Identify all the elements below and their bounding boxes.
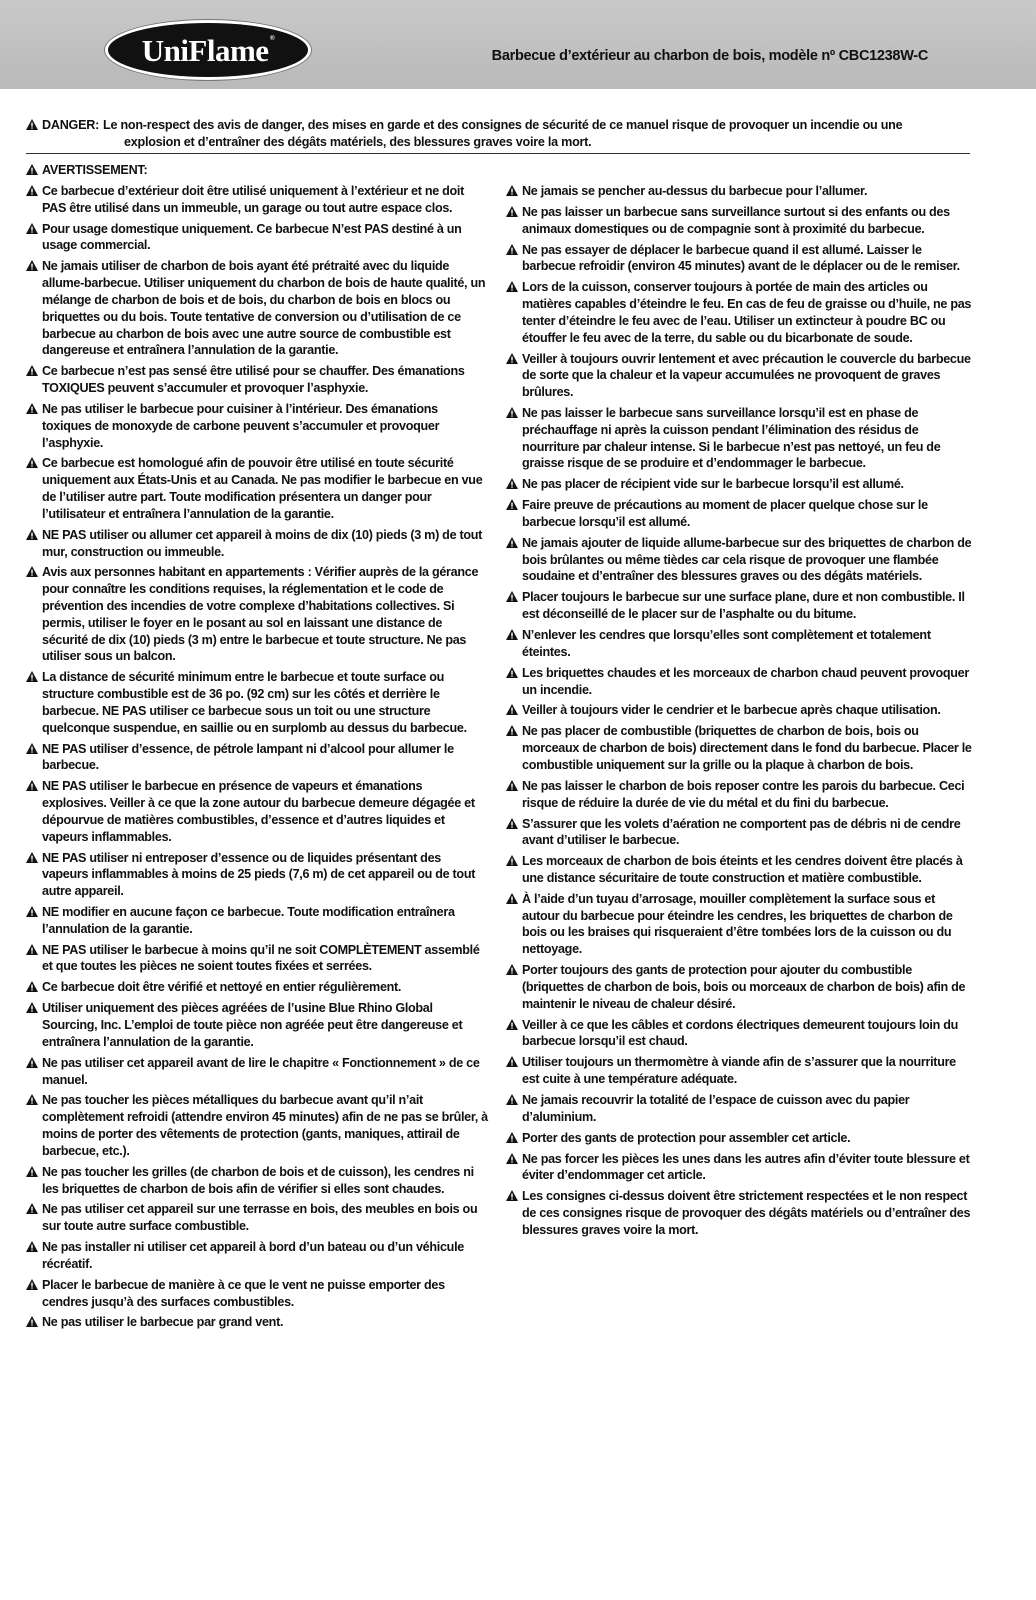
warning-item bbox=[506, 627, 974, 661]
warning-item-text: Les briquettes chaudes et les morceaux de charbon chaud peuvent provoquer un incendie. bbox=[522, 665, 969, 697]
page-header bbox=[0, 0, 1036, 89]
warning-item bbox=[26, 1000, 490, 1050]
warning-triangle-icon bbox=[506, 591, 518, 602]
warning-item bbox=[506, 665, 974, 699]
warning-triangle-icon bbox=[506, 1190, 518, 1201]
warning-item bbox=[26, 1055, 490, 1089]
warning-item bbox=[506, 1054, 974, 1088]
warning-triangle-icon bbox=[26, 260, 38, 271]
danger-label: DANGER: bbox=[42, 118, 100, 132]
warning-triangle-icon bbox=[506, 629, 518, 640]
warning-item-text: Ce barbecue d’extérieur doit être utilisé uniquement à l’extérieur et ne doit PAS être utilisé dans un immeuble, un garage ou tout autre espace clos. bbox=[42, 184, 464, 215]
warning-item-text: Ce barbecue n’est pas sensé être utilisé pour se chauffer. Des émanations TOXIQUES peuvent s’accumuler et provoquer l’asphyxie. bbox=[42, 364, 465, 396]
warning-triangle-icon bbox=[26, 1166, 38, 1177]
warning-item bbox=[506, 853, 974, 887]
warning-item bbox=[26, 1201, 490, 1235]
warning-item-text: Ne pas utiliser cet appareil sur une terrasse en bois, des meubles en bois ou sur toute autre surface combustible. bbox=[42, 1202, 478, 1234]
warning-item bbox=[506, 589, 974, 623]
warning-item-text: Ne pas laisser un barbecue sans surveillance surtout si des enfants ou des animaux domestiques ou de compagnie sont à proximité du barbecue. bbox=[522, 204, 950, 236]
warning-triangle-icon bbox=[26, 164, 38, 175]
warning-triangle-icon bbox=[26, 566, 38, 577]
warning-item bbox=[26, 221, 490, 255]
warning-triangle-icon bbox=[506, 407, 518, 418]
warning-triangle-icon bbox=[26, 1057, 38, 1068]
warning-item-text: Utiliser toujours un thermomètre à viande afin de s’assurer que la nourriture est cuite à une température adéquate. bbox=[522, 1055, 956, 1087]
warning-item bbox=[26, 401, 490, 451]
warning-item-text: Ne pas toucher les pièces métalliques du barbecue avant qu’il n’ait complètement refroidi (attendre environ 45 minutes) afin de ne pas se brûler, à moins de porter des vêtements de protection (gants, maniques, attirail de barbecue, etc.). bbox=[42, 1093, 488, 1158]
warning-item-text: Placer le barbecue de manière à ce que le vent ne puisse emporter des cendres jusqu’à des surfaces combustibles. bbox=[42, 1277, 445, 1309]
warning-item-text: La distance de sécurité minimum entre le barbecue et toute surface ou structure combustible est de 36 po. (92 cm) sur les côtés et derrière le barbecue. NE PAS utiliser ce barbecue sous un toit ou une structure quelconque suspendue, en saillie ou en surplomb au dessus du barbecue. bbox=[42, 670, 467, 735]
warning-item-text: NE PAS utiliser le barbecue en présence de vapeurs et émanations explosives. Veiller à ce que la zone autour du barbecue demeure dégagée et dépourvue de matières combustibles, d’essence et d’autres liquides et vapeurs inflammables. bbox=[42, 779, 475, 844]
warning-triangle-icon bbox=[26, 1203, 38, 1214]
warning-item bbox=[26, 527, 490, 561]
warning-triangle-icon bbox=[506, 704, 518, 715]
warning-triangle-icon bbox=[26, 529, 38, 540]
warning-triangle-icon bbox=[26, 1241, 38, 1252]
warning-triangle-icon bbox=[506, 780, 518, 791]
warning-item bbox=[506, 183, 974, 200]
warning-triangle-icon bbox=[506, 478, 518, 489]
warning-triangle-icon bbox=[506, 855, 518, 866]
warning-triangle-icon bbox=[506, 185, 518, 196]
warning-item-text: Ne pas placer de récipient vide sur le barbecue lorsqu’il est allumé. bbox=[522, 477, 904, 492]
warning-item-text: Ce barbecue doit être vérifié et nettoyé en entier régulièrement. bbox=[42, 980, 402, 995]
warning-triangle-icon bbox=[506, 818, 518, 829]
warning-triangle-icon bbox=[26, 1316, 38, 1327]
warning-item-text: Avis aux personnes habitant en appartements : Vérifier auprès de la gérance pour connaître les conditions requises, la réglementation et le code de prévention des incendies de votre complexe d’habitations collectives. Si permis, utiliser le foyer en le posant au sol en laissant une distance de sécurité de dix (10) pieds (3 m) entre le barbecue et toute structure. Ne pas utiliser sous un balcon. bbox=[42, 565, 479, 664]
warning-item-text: Ne pas laisser le charbon de bois reposer contre les parois du barbecue. Ceci risque de réduire la durée de vie du métal et du fini du barbecue. bbox=[522, 778, 965, 810]
warning-item bbox=[26, 258, 490, 359]
warning-item bbox=[506, 242, 974, 276]
warning-item-text: Veiller à ce que les câbles et cordons électriques demeurent toujours loin du barbecue lorsqu’il est chaud. bbox=[522, 1017, 959, 1049]
warning-item-text: Ne jamais utiliser de charbon de bois ayant été prétraité avec du liquide allume-barbecue. Utiliser uniquement du charbon de bois de haute qualité, un mélange de charbon de bois et de bois, du charbon de bois en blocs ou briquettes ou du bois. Toute tentative de conversion ou d’utilisation de ce barbecue au charbon de bois avec une autre source de combustible est dangereuse et entraînera l’annulation de la garantie. bbox=[42, 259, 486, 358]
uniflame-logo bbox=[108, 23, 308, 77]
warning-triangle-icon bbox=[506, 244, 518, 255]
brand-name: UniFlame bbox=[141, 32, 269, 68]
warning-item bbox=[506, 778, 974, 812]
warning-triangle-icon bbox=[26, 119, 38, 130]
warning-item-text: NE PAS utiliser ni entreposer d’essence ou de liquides présentant des vapeurs inflammables à moins de 25 pieds (7,6 m) de cet appareil ou de tout autre appareil. bbox=[42, 850, 476, 899]
warning-triangle-icon bbox=[26, 780, 38, 791]
registered-mark: ® bbox=[269, 33, 275, 42]
warning-item bbox=[506, 1130, 974, 1147]
warning-item-text: NE modifier en aucune façon ce barbecue. Toute modification entraînera l’annulation de la garantie. bbox=[42, 905, 455, 936]
left-column bbox=[26, 183, 490, 1335]
danger-notice bbox=[26, 117, 976, 150]
warning-item bbox=[506, 891, 974, 958]
warning-item-text: Ne pas installer ni utiliser cet appareil à bord d’un bateau ou d’un véhicule récréatif. bbox=[42, 1240, 464, 1271]
warning-triangle-icon bbox=[26, 223, 38, 234]
warning-triangle-icon bbox=[26, 906, 38, 917]
warning-item-text: Ne jamais ajouter de liquide allume-barbecue sur des briquettes de charbon de bois brûlantes ou même tièdes car cela risque de provoquer une flambée soudaine et d’entraîner des blessures graves ou des dégâts matériels. bbox=[522, 535, 972, 584]
warning-triangle-icon bbox=[26, 852, 38, 863]
warning-item bbox=[26, 1277, 490, 1311]
warning-item bbox=[26, 741, 490, 775]
warning-item bbox=[26, 455, 490, 522]
warning-triangle-icon bbox=[506, 1132, 518, 1143]
warning-item-text: Ne pas utiliser cet appareil avant de lire le chapitre « Fonctionnement » de ce manuel. bbox=[42, 1055, 480, 1087]
warning-item bbox=[506, 723, 974, 773]
warning-item-text: Ne jamais se pencher au-dessus du barbecue pour l’allumer. bbox=[522, 184, 868, 198]
divider bbox=[26, 153, 970, 154]
danger-text-line2: explosion et d’entraîner des dégâts matériels, des blessures graves voire la mort. bbox=[124, 134, 592, 149]
warning-triangle-icon bbox=[26, 671, 38, 682]
document-title: Barbecue d’extérieur au charbon de bois, modèle nº CBC1238W-C bbox=[491, 48, 928, 64]
warning-item-text: Pour usage domestique uniquement. Ce barbecue N’est PAS destiné à un usage commercial. bbox=[42, 221, 462, 253]
warning-triangle-icon bbox=[26, 981, 38, 992]
warning-triangle-icon bbox=[26, 403, 38, 414]
warning-item-text: Les consignes ci-dessus doivent être strictement respectées et le non respect de ces consignes risque de provoquer des dégâts matériels ou d’entraîner des blessures graves voire la mort. bbox=[522, 1189, 971, 1237]
warning-item-text: NE PAS utiliser d’essence, de pétrole lampant ni d’alcool pour allumer le barbecue. bbox=[42, 741, 454, 773]
warning-triangle-icon bbox=[26, 457, 38, 468]
warning-item bbox=[506, 535, 974, 585]
warning-item bbox=[26, 942, 490, 976]
warning-item bbox=[26, 1164, 490, 1198]
warning-item bbox=[506, 204, 974, 238]
warning-item-text: Porter des gants de protection pour assembler cet article. bbox=[522, 1130, 851, 1145]
warning-item bbox=[26, 778, 490, 845]
warning-triangle-icon bbox=[506, 206, 518, 217]
warning-item-text: Ne pas forcer les pièces les unes dans les autres afin d’éviter toute blessure et éviter d’endommager cet article. bbox=[522, 1151, 970, 1183]
warning-triangle-icon bbox=[506, 281, 518, 292]
warning-item bbox=[26, 363, 490, 397]
warning-triangle-icon bbox=[506, 1019, 518, 1030]
warning-item-text: Veiller à toujours vider le cendrier et le barbecue après chaque utilisation. bbox=[522, 703, 941, 718]
warning-item bbox=[26, 669, 490, 736]
danger-text-line1: Le non-respect des avis de danger, des mises en garde et des consignes de sécurité de ce manuel risque de provoquer un incendie ou une bbox=[103, 118, 903, 132]
warning-item bbox=[506, 702, 974, 719]
warning-item-text: À l’aide d’un tuyau d’arrosage, mouiller complètement la surface sous et autour du barbecue pour éteindre les cendres, les briquettes de charbon de bois ou les braises qui risqueraient d’être tombées lors de la cuisson ou du nettoyage. bbox=[522, 891, 953, 957]
warning-triangle-icon bbox=[506, 893, 518, 904]
warning-item bbox=[26, 979, 490, 996]
warning-item bbox=[26, 904, 490, 938]
warning-item bbox=[506, 405, 974, 472]
warning-item-text: Veiller à toujours ouvrir lentement et avec précaution le couvercle du barbecue de sorte que la chaleur et la vapeur accumulées ne provoquent de graves brûlures. bbox=[522, 351, 971, 400]
warning-item bbox=[26, 1092, 490, 1159]
warning-item-text: Ce barbecue est homologué afin de pouvoir être utilisé en toute sécurité uniquement aux États-Unis et au Canada. Ne pas modifier le barbecue en vue de l’utiliser autre part. Toute modification présentera un danger pour l’utilisateur et entraînera l’annulation de la garantie. bbox=[42, 456, 483, 521]
warning-triangle-icon bbox=[506, 1153, 518, 1164]
warning-triangle-icon bbox=[506, 537, 518, 548]
warning-item bbox=[506, 1188, 974, 1238]
warning-item-text: Les morceaux de charbon de bois éteints et les cendres doivent être placés à une distance sécuritaire de toute construction et matière combustible. bbox=[522, 854, 963, 885]
warning-item-text: Placer toujours le barbecue sur une surface plane, dure et non combustible. Il est déconseillé de le placer sur de l’asphalte ou du bitume. bbox=[522, 590, 965, 622]
warning-item bbox=[506, 476, 974, 493]
warning-triangle-icon bbox=[506, 725, 518, 736]
warning-triangle-icon bbox=[506, 499, 518, 510]
warning-triangle-icon bbox=[506, 1094, 518, 1105]
warning-triangle-icon bbox=[26, 1094, 38, 1105]
warning-item-text: Ne pas toucher les grilles (de charbon de bois et de cuisson), les cendres ni les briquettes de charbon de bois afin de vérifier si elles sont chaudes. bbox=[42, 1164, 474, 1196]
warning-item bbox=[506, 816, 974, 850]
warning-item-text: Porter toujours des gants de protection pour ajouter du combustible (briquettes de charbon de bois, bois ou morceaux de charbon de bois) afin de maintenir le niveau de chaleur désiré. bbox=[522, 963, 966, 1011]
warning-item bbox=[26, 850, 490, 900]
warning-item-text: Utiliser uniquement des pièces agréées de l’usine Blue Rhino Global Sourcing, Inc. L’emploi de toute pièce non agréée peut être dangereuse et entraînera l’annulation de la garantie. bbox=[42, 1001, 463, 1049]
warning-triangle-icon bbox=[506, 353, 518, 364]
warning-triangle-icon bbox=[26, 1002, 38, 1013]
warning-heading bbox=[26, 162, 147, 179]
warning-item-text: Ne pas utiliser le barbecue par grand vent. bbox=[42, 1315, 284, 1330]
warning-item bbox=[26, 1239, 490, 1273]
warning-item-text: Ne pas placer de combustible (briquettes de charbon de bois, bois ou morceaux de charbon de bois) directement dans le fond du barbecue. Placer le combustible uniquement sur la grille ou la plaque à charbon de bois. bbox=[522, 724, 972, 772]
warning-item bbox=[506, 279, 974, 346]
warning-triangle-icon bbox=[26, 365, 38, 376]
warning-item-text: Faire preuve de précautions au moment de placer quelque chose sur le barbecue lorsqu’il est allumé. bbox=[522, 498, 928, 529]
warning-item bbox=[506, 962, 974, 1012]
warning-item bbox=[506, 351, 974, 401]
warning-item bbox=[506, 1017, 974, 1051]
warning-triangle-icon bbox=[506, 964, 518, 975]
warning-item bbox=[26, 183, 490, 217]
right-column bbox=[506, 183, 974, 1243]
warning-item bbox=[26, 564, 490, 665]
warning-item bbox=[506, 1151, 974, 1185]
warning-item-text: N’enlever les cendres que lorsqu’elles sont complètement et totalement éteintes. bbox=[522, 628, 931, 659]
warning-triangle-icon bbox=[26, 1279, 38, 1290]
warning-item-text: Ne pas utiliser le barbecue pour cuisiner à l’intérieur. Des émanations toxiques de monoxyde de carbone peuvent s’accumuler et provoquer l’asphyxie. bbox=[42, 401, 440, 450]
warning-item bbox=[506, 497, 974, 531]
warning-item-text: Ne jamais recouvrir la totalité de l’espace de cuisson avec du papier d’aluminium. bbox=[522, 1093, 910, 1124]
warning-heading-text: AVERTISSEMENT: bbox=[42, 163, 148, 177]
warning-item-text: NE PAS utiliser le barbecue à moins qu’il ne soit COMPLÈTEMENT assemblé et que toutes les pièces ne soient toutes fixées et serrées. bbox=[42, 942, 480, 974]
warning-triangle-icon bbox=[26, 185, 38, 196]
warning-item bbox=[506, 1092, 974, 1126]
warning-item bbox=[26, 1314, 490, 1331]
warning-item-text: S’assurer que les volets d’aération ne comportent pas de débris ni de cendre avant d’utiliser le barbecue. bbox=[522, 816, 961, 848]
warning-item-text: Lors de la cuisson, conserver toujours à portée de main des articles ou matières capables d’éteindre le feu. En cas de feu de graisse ou d’huile, ne pas tenter d’éteindre le feu avec de l’eau. Utiliser un extincteur à poudre BC ou étouffer le feu avec de la terre, du sable ou du bicarbonate de soude. bbox=[522, 280, 972, 345]
warning-item-text: Ne pas laisser le barbecue sans surveillance lorsqu’il est en phase de préchauffage ni après la cuisson pendant l’élimination des résidus de nourriture par chaleur intense. Si le barbecue n’est pas nettoyé, un feu de graisse risque de se produire et d’endommager le barbecue. bbox=[522, 406, 941, 471]
warning-triangle-icon bbox=[26, 743, 38, 754]
warning-triangle-icon bbox=[506, 1056, 518, 1067]
warning-triangle-icon bbox=[26, 944, 38, 955]
warning-triangle-icon bbox=[506, 667, 518, 678]
warning-item-text: NE PAS utiliser ou allumer cet appareil à moins de dix (10) pieds (3 m) de tout mur, construction ou immeuble. bbox=[42, 527, 483, 559]
warning-item-text: Ne pas essayer de déplacer le barbecue quand il est allumé. Laisser le barbecue refroidir (environ 45 minutes) avant de le déplacer ou de le remiser. bbox=[522, 242, 960, 274]
